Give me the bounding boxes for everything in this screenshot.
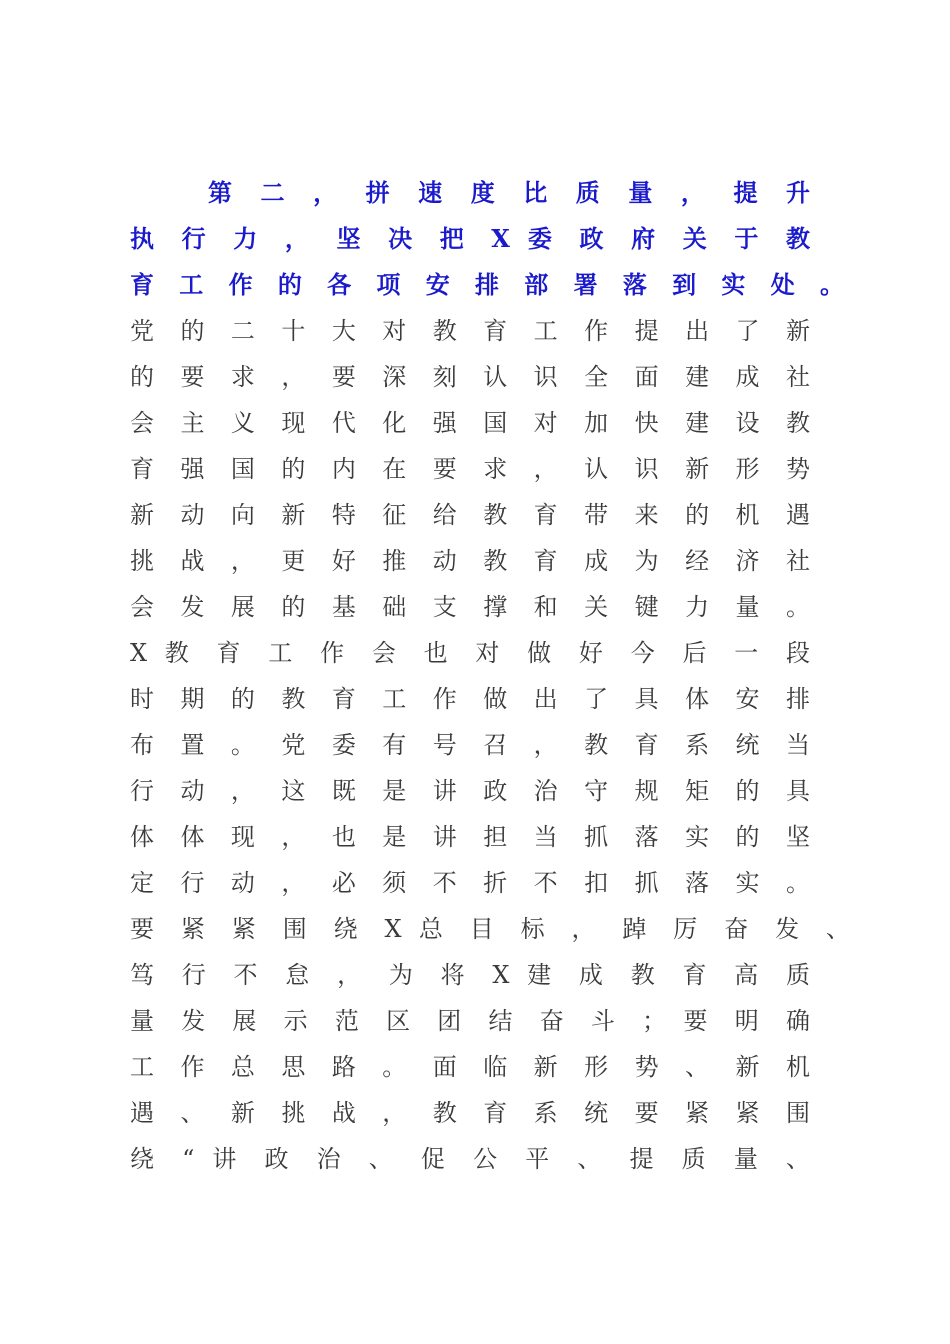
body-line-11: 行 动 ， 这 既 是 讲 政 治 守 规 矩 的 具 bbox=[130, 777, 810, 805]
body-line-9: 时 期 的 教 育 工 作 做 出 了 具 体 安 排 bbox=[130, 685, 810, 713]
body-line-12: 体 体 现 ， 也 是 讲 担 当 抓 落 实 的 坚 bbox=[130, 823, 810, 851]
body-line-10: 布 置 。 党 委 有 号 召 ， 教 育 系 统 当 bbox=[130, 731, 810, 759]
body-line-7: 会 发 展 的 基 础 支 撑 和 关 键 力 量 。 bbox=[130, 593, 810, 621]
body-line-16: 量 发 展 示 范 区 团 结 奋 斗 ； 要 明 确 bbox=[130, 1007, 810, 1035]
heading-line-1: 第 二 ， 拼 速 度 比 质 量 ， 提 升 bbox=[208, 178, 810, 207]
body-line-13: 定 行 动 ， 必 须 不 折 不 扣 抓 落 实 。 bbox=[130, 869, 810, 897]
body-line-5: 新 动 向 新 特 征 给 教 育 带 来 的 机 遇 bbox=[130, 501, 810, 529]
body-line-6: 挑 战 ， 更 好 推 动 教 育 成 为 经 济 社 bbox=[130, 547, 810, 575]
body-line-2: 的 要 求 ， 要 深 刻 认 识 全 面 建 成 社 bbox=[130, 363, 810, 391]
body-line-17: 工 作 总 思 路 。 面 临 新 形 势 、 新 机 bbox=[130, 1053, 810, 1081]
body-line-3: 会 主 义 现 代 化 强 国 对 加 快 建 设 教 bbox=[130, 409, 810, 437]
body-line-14: 要 紧 紧 围 绕 X 总 目 标 ， 踔 厉 奋 发 、 bbox=[130, 915, 850, 943]
body-line-1: 党 的 二 十 大 对 教 育 工 作 提 出 了 新 bbox=[130, 317, 810, 345]
body-line-8: X 教 育 工 作 会 也 对 做 好 今 后 一 段 bbox=[130, 639, 810, 667]
body-line-19: 绕 “ 讲 政 治 、 促 公 平 、 提 质 量 、 bbox=[130, 1145, 810, 1173]
body-line-15: 笃 行 不 怠 ， 为 将 X 建 成 教 育 高 质 bbox=[130, 961, 810, 989]
heading-line-3: 育 工 作 的 各 项 安 排 部 署 落 到 实 处 。 bbox=[130, 270, 844, 299]
body-line-4: 育 强 国 的 内 在 要 求 ， 认 识 新 形 势 bbox=[130, 455, 810, 483]
body-line-18: 遇 、 新 挑 战 ， 教 育 系 统 要 紧 紧 围 bbox=[130, 1099, 810, 1127]
heading-line-2: 执 行 力 ， 坚 决 把 X 委 政 府 关 于 教 bbox=[130, 224, 810, 253]
